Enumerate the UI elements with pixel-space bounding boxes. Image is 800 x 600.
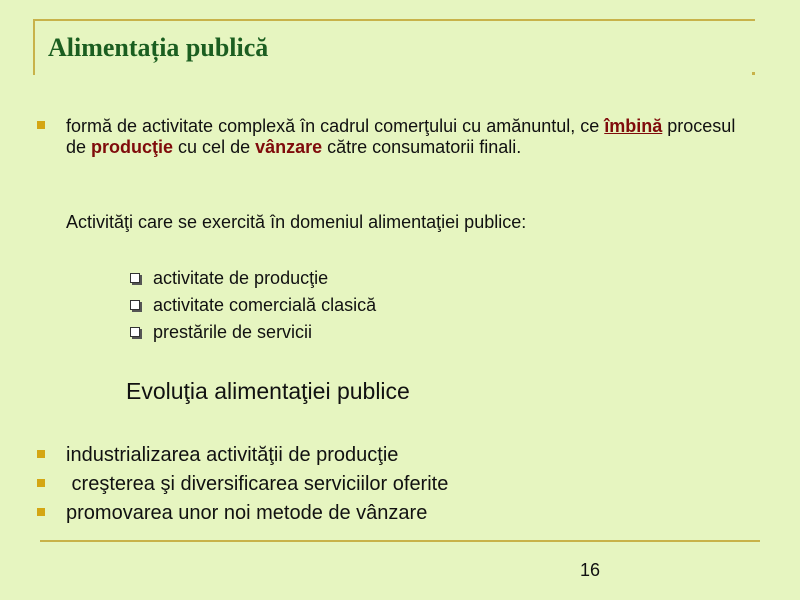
title-frame-top xyxy=(33,19,755,21)
hollow-square-bullet-icon xyxy=(130,273,140,283)
hollow-square-bullet-icon xyxy=(130,300,140,310)
activities-intro: Activităţi care se exercită în domeniul alimentaţiei publice: xyxy=(66,212,527,232)
bullet-square-icon xyxy=(37,479,45,487)
list-item xyxy=(36,499,448,528)
list-item-label: industrializarea activităţii de producţie xyxy=(66,444,399,466)
intro-text-3: cu cel de xyxy=(173,137,256,157)
evolution-heading: Evoluţia alimentaţiei publice xyxy=(126,378,410,404)
bullet-square-icon xyxy=(37,450,45,458)
list-item-label: activitate comercială clasică xyxy=(153,295,377,315)
title-frame-dot xyxy=(752,72,755,75)
list-item-label: prestările de servicii xyxy=(153,322,313,342)
intro-text-1: formă de activitate complexă în cadrul comerţului cu amănuntul, ce xyxy=(66,116,605,136)
title-frame-left xyxy=(33,19,35,75)
list-item xyxy=(130,265,376,292)
bullet-square-icon xyxy=(37,121,45,129)
slide-title: Alimentația publică xyxy=(48,33,269,62)
list-item xyxy=(36,441,448,470)
list-item xyxy=(130,292,376,319)
list-item xyxy=(130,319,376,346)
activities-list xyxy=(130,265,376,346)
intro-emphasis-productie: producţie xyxy=(91,137,174,157)
list-item-label: activitate de producţie xyxy=(153,268,329,288)
intro-paragraph xyxy=(66,116,756,158)
bullet-square-icon xyxy=(37,508,45,516)
intro-emphasis-vanzare: vânzare xyxy=(255,137,323,157)
page-number: 16 xyxy=(580,560,601,580)
intro-emphasis-imbina: îmbină xyxy=(604,116,663,136)
evolution-list xyxy=(36,441,448,528)
hollow-square-bullet-icon xyxy=(130,327,140,337)
intro-text-2: procesul de xyxy=(66,116,736,157)
intro-text-4: către consumatorii finali. xyxy=(322,137,522,157)
list-item-label: promovarea unor noi metode de vânzare xyxy=(66,502,428,524)
list-item xyxy=(36,470,448,499)
footer-divider xyxy=(40,540,760,542)
list-item-label: creşterea şi diversificarea serviciilor oferite xyxy=(66,473,449,495)
